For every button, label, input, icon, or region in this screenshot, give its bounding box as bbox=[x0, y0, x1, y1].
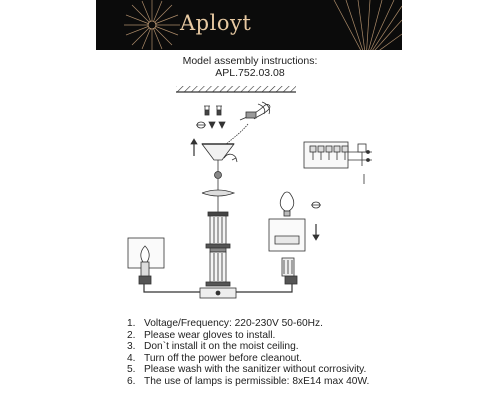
list-item: 2. Please wear gloves to install. bbox=[127, 329, 276, 341]
list-item: 6. The use of lamps is permissible: 8xE14 max 40W. bbox=[127, 375, 370, 387]
wire-connector-icon bbox=[358, 144, 366, 152]
list-item: 4. Turn off the power before cleanout. bbox=[127, 352, 303, 364]
arrow-down-icon bbox=[313, 224, 319, 240]
list-item: 5. Please wash with the sanitizer without corrosivity. bbox=[127, 364, 367, 376]
instruction-list bbox=[127, 318, 369, 388]
list-item: 3. Don`t install it on the moist ceiling. bbox=[127, 341, 299, 353]
assembly-diagram bbox=[0, 78, 500, 308]
screw-icon bbox=[204, 106, 225, 128]
bulb-icon bbox=[280, 192, 294, 216]
ceiling-hatch bbox=[176, 86, 296, 92]
rotate-arrow-icon bbox=[196, 122, 206, 128]
header-banner bbox=[96, 0, 402, 50]
page-title: Model assembly instructions: bbox=[182, 55, 318, 67]
arrow-up-icon bbox=[191, 139, 197, 156]
list-item: 1. Voltage/Frequency: 220-230V 50-60Hz. bbox=[127, 318, 323, 329]
model-number: APL.752.03.08 bbox=[215, 67, 285, 79]
brand-logo-text: Aployt bbox=[180, 11, 252, 35]
